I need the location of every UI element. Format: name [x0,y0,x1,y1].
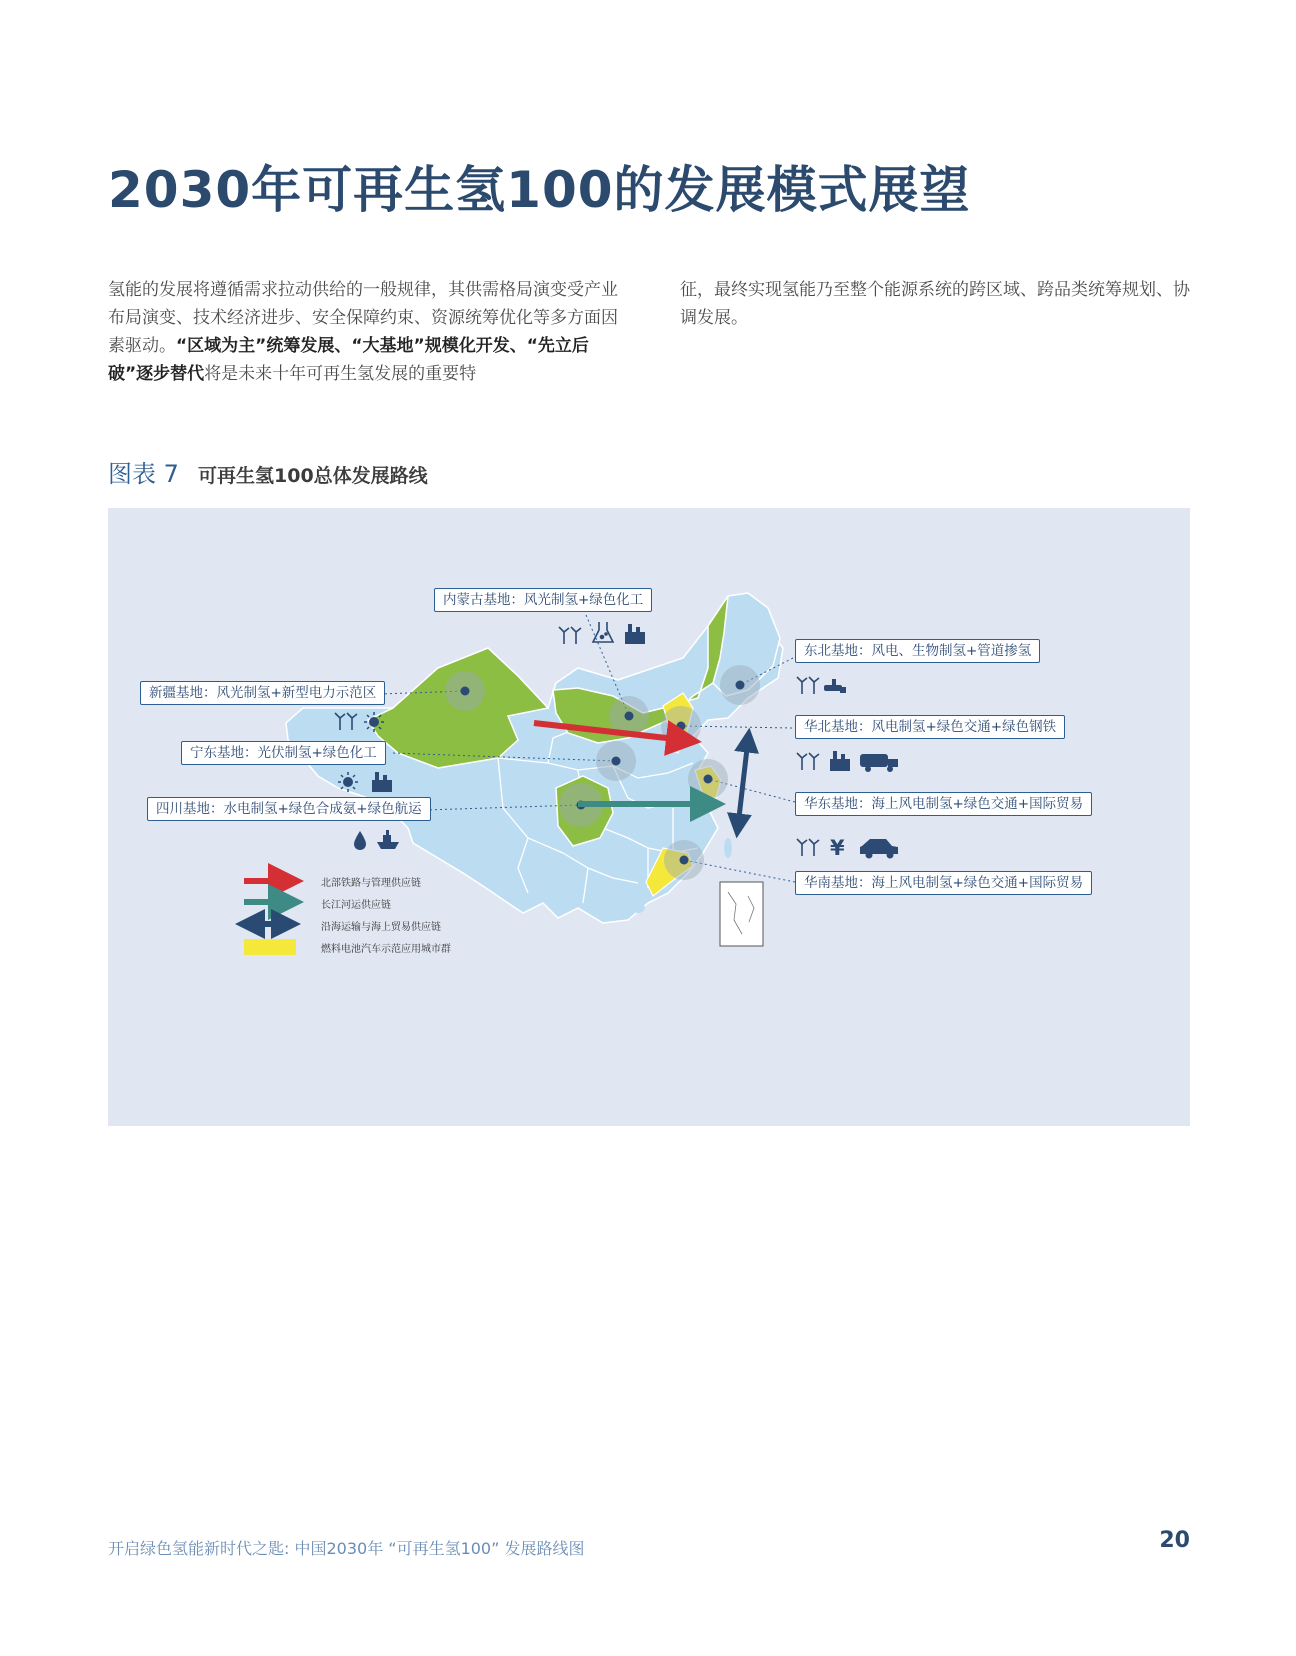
wind-turbine-icon [797,839,819,856]
figure-title: 可再生氢100总体发展路线 [198,465,428,487]
intro-left-paragraph [108,276,620,388]
steel-plant-icon [830,751,850,771]
label-sichuan-base: 四川基地：水电制氢+绿色合成氨+绿色航运 [147,797,431,821]
legend-swatch-yellow [244,939,296,955]
taiwan-island [724,838,732,858]
legend-label-navy: 沿海运输与海上贸易供应链 [321,922,441,933]
hainan-island [631,903,645,913]
coastal-shipping-arrow [738,740,748,826]
legend-label-yellow: 燃料电池汽车示范应用城市群 [321,944,451,955]
label-south-china-base: 华南基地：海上风电制氢+绿色交通+国际贸易 [795,871,1092,895]
south-china-sea-inset [720,882,763,946]
legend-label-red: 北部铁路与管理供应链 [321,878,421,889]
page-number: 20 [1159,1528,1190,1553]
legend-label-teal: 长江河运供应链 [321,900,391,911]
label-north-china-base: 华北基地：风电制氢+绿色交通+绿色钢铁 [795,715,1065,739]
intro-bold-text: “区域为主”统筹发展、“大基地”规模化开发、“先立后破”逐步替代 [108,336,589,384]
sun-icon [338,772,358,792]
page-title: 2030年可再生氢100的发展模式展望 [108,161,971,219]
wind-turbine-icon [797,753,819,770]
truck-icon [860,754,898,772]
label-northeast-base: 东北基地：风电、生物制氢+管道掺氢 [795,639,1040,663]
roadmap-map-figure [108,508,1190,1126]
label-xinjiang-base: 新疆基地：风光制氢+新型电力示范区 [140,681,385,705]
sun-icon [364,712,384,732]
footer-report-title: 开启绿色氢能新时代之匙: 中国2030年 “可再生氢100” 发展路线图 [108,1539,585,1558]
wind-turbine-icon [559,627,581,644]
intro-text-2: 将是未来十年可再生氢发展的重要特 [204,364,477,384]
figure-caption [108,454,428,489]
water-drop-icon [354,831,366,850]
factory-icon [625,624,645,644]
wind-turbine-icon [797,677,819,694]
label-east-china-base: 华东基地：海上风电制氢+绿色交通+国际贸易 [795,792,1092,816]
intro-text-1: 氢能的发展将遵循需求拉动供给的一般规律，其供需格局演变受产业布局演变、技术经济进步、安全保障约束、资源统筹优化等多方面因素驱动。 [108,280,618,356]
pipeline-tap-icon [824,679,846,693]
label-inner-mongolia-base: 内蒙古基地：风光制氢+绿色化工 [434,588,652,612]
yuan-trade-icon: ¥ [830,836,845,860]
label-ningdong-base: 宁东基地：光伏制氢+绿色化工 [181,741,386,765]
figure-number: 图表 7 [108,460,179,488]
ship-icon [377,830,399,849]
car-icon [860,839,898,859]
intro-right-paragraph: 征，最终实现氢能乃至整个能源系统的跨区域、跨品类统筹规划、协调发展。 [680,280,1190,328]
